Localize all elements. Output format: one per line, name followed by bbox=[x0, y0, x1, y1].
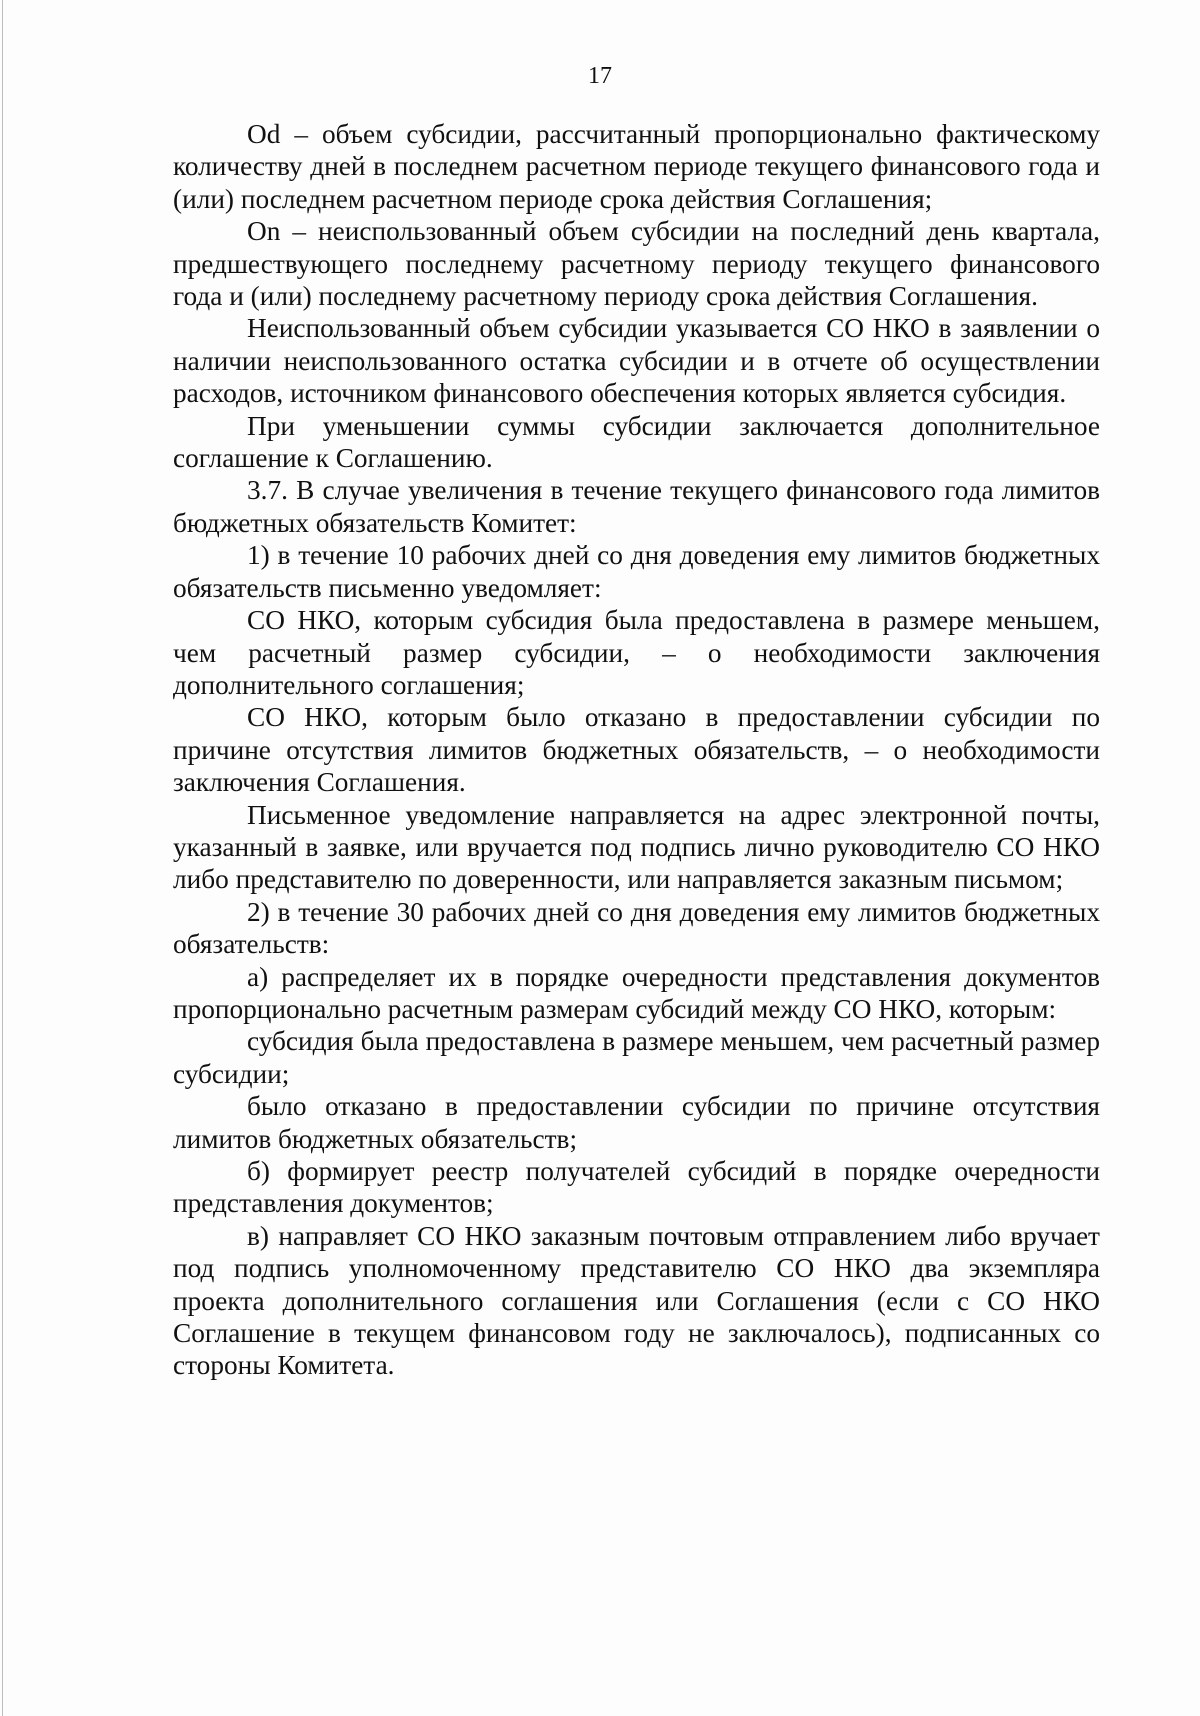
paragraph-written-notice: Письменное уведомление направляется на адрес электронной почты, указанный в заявке, или вручается под подпись лично руководителю СО НКО либо представителю по доверенности, или направляется заказным письмом; bbox=[173, 799, 1100, 895]
paragraph-od-definition: Od – объем субсидии, рассчитанный пропорционально фактическому количеству дней в последнем расчетном периоде текущего финансового года и (или) последнем расчетном периоде срока действия Соглашения; bbox=[173, 119, 1100, 214]
paragraph-on-definition: On – неиспользованный объем субсидии на последний день квартала, предшествующего последнему расчетному периоду текущего финансового года и (или) последнему расчетному периоду срока действия Соглашения. bbox=[173, 216, 1100, 312]
paragraph-notice-refused: СО НКО, которым было отказано в предоставлении субсидии по причине отсутствия лимитов бюджетных обязательств, – о необходимости заключения Соглашения. bbox=[173, 702, 1100, 798]
scan-edge-line bbox=[2, 0, 3, 1716]
paragraph-unused-volume: Неиспользованный объем субсидии указывается СО НКО в заявлении о наличии неиспользованного остатка субсидии и в отчете об осуществлении расходов, источником финансового обеспечения которых является субсидия. bbox=[173, 313, 1100, 409]
paragraph-3-7: 3.7. В случае увеличения в течение текущего финансового года лимитов бюджетных обязательств Комитет: bbox=[173, 475, 1100, 538]
paragraph-subsidy-smaller: субсидия была предоставлена в размере меньшем, чем расчетный размер субсидии; bbox=[173, 1026, 1100, 1089]
paragraph-notice-smaller-size: СО НКО, которым субсидия была предоставлена в размере меньшем, чем расчетный размер субсидии, – о необходимости заключения дополнительного соглашения; bbox=[173, 605, 1100, 700]
paragraph-refused-limits: было отказано в предоставлении субсидии по причине отсутствия лимитов бюджетных обязательств; bbox=[173, 1091, 1100, 1154]
paragraph-item-1: 1) в течение 10 рабочих дней со дня доведения ему лимитов бюджетных обязательств письменно уведомляет: bbox=[173, 540, 1100, 603]
paragraph-item-2v: в) направляет СО НКО заказным почтовым отправлением либо вручает под подпись уполномоченному представителю СО НКО два экземпляра проекта дополнительного соглашения или Соглашения (если с СО НКО Соглашение в текущем финансовом году не заключалось), подписанных со стороны Комитета. bbox=[173, 1220, 1100, 1381]
page-number: 17 bbox=[588, 63, 612, 89]
paragraph-item-2a: а) распределяет их в порядке очередности представления документов пропорционально расчетным размерам субсидий между СО НКО, которым: bbox=[173, 961, 1100, 1024]
paragraph-reduction: При уменьшении суммы субсидии заключается дополнительное соглашение к Соглашению. bbox=[173, 410, 1100, 474]
paragraph-item-2: 2) в течение 30 рабочих дней со дня доведения ему лимитов бюджетных обязательств: bbox=[173, 896, 1100, 960]
document-body bbox=[173, 118, 1100, 1382]
paragraph-item-2b: б) формирует реестр получателей субсидий в порядке очередности представления документов; bbox=[173, 1156, 1100, 1219]
